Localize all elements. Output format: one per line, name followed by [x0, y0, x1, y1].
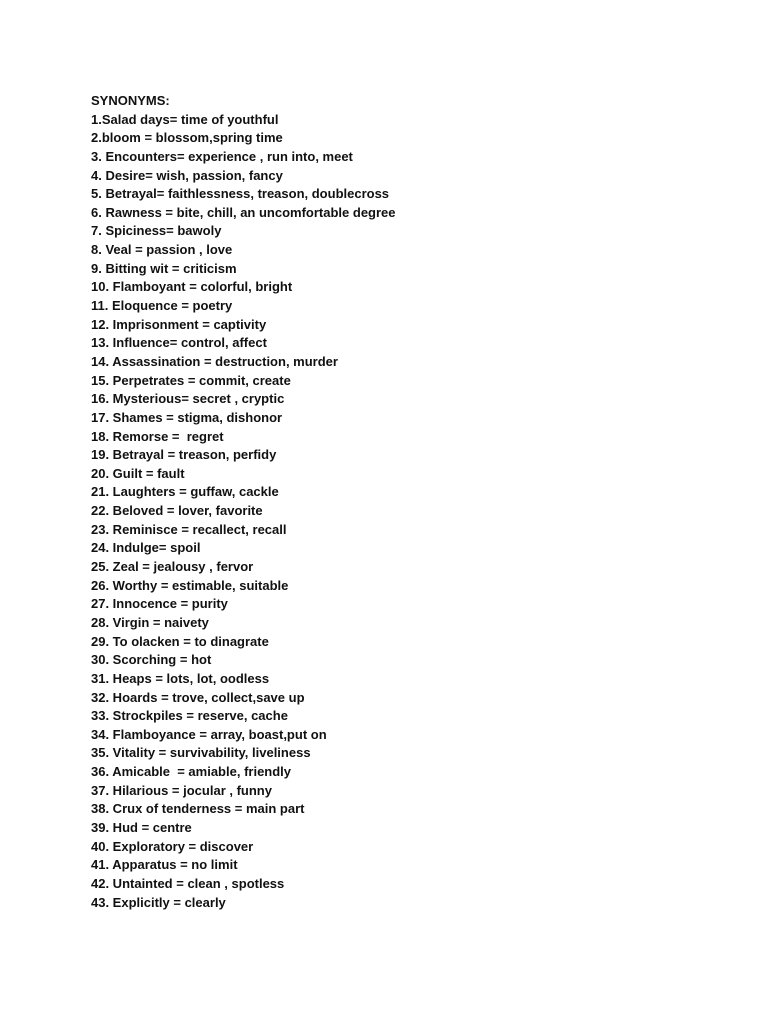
list-item: 3. Encounters= experience , run into, meet — [91, 148, 353, 164]
list-item: 23. Reminisce = recallect, recall — [91, 521, 287, 537]
list-item: 4. Desire= wish, passion, fancy — [91, 167, 283, 183]
list-item: 6. Rawness = bite, chill, an uncomfortable degree — [91, 204, 396, 220]
list-item: 27. Innocence = purity — [91, 596, 228, 612]
list-item: 39. Hud = centre — [91, 819, 192, 835]
list-item: 19. Betrayal = treason, perfidy — [91, 447, 277, 463]
list-item: 29. To olacken = to dinagrate — [91, 633, 269, 649]
list-item: 28. Virgin = naivety — [91, 614, 209, 630]
list-item: 17. Shames = stigma, dishonor — [91, 409, 283, 425]
synonyms-list — [91, 92, 731, 912]
list-item: 13. Influence= control, affect — [91, 335, 267, 351]
list-item: 14. Assassination = destruction, murder — [91, 353, 338, 369]
list-item: 5. Betrayal= faithlessness, treason, doublecross — [91, 186, 390, 202]
list-item: 21. Laughters = guffaw, cackle — [91, 484, 279, 500]
list-item: 43. Explicitly = clearly — [91, 894, 226, 910]
list-item: 2.bloom = blossom,spring time — [91, 130, 283, 146]
list-item: 15. Perpetrates = commit, create — [91, 372, 291, 388]
list-item: 33. Strockpiles = reserve, cache — [91, 708, 288, 724]
list-item: 18. Remorse = regret — [91, 428, 224, 444]
list-item: 9. Bitting wit = criticism — [91, 260, 237, 276]
list-item: 42. Untainted = clean , spotless — [91, 875, 285, 891]
list-item: 10. Flamboyant = colorful, bright — [91, 279, 293, 295]
list-item: 24. Indulge= spoil — [91, 540, 201, 556]
list-item: 22. Beloved = lover, favorite — [91, 503, 263, 519]
list-item: 32. Hoards = trove, collect,save up — [91, 689, 305, 705]
list-item: 37. Hilarious = jocular , funny — [91, 782, 272, 798]
list-item: 40. Exploratory = discover — [91, 838, 254, 854]
list-item: 1.Salad days= time of youthful — [91, 111, 279, 127]
list-item: 7. Spiciness= bawoly — [91, 223, 222, 239]
list-heading: SYNONYMS: — [91, 93, 170, 108]
list-item: 34. Flamboyance = array, boast,put on — [91, 726, 327, 742]
list-item: 30. Scorching = hot — [91, 652, 212, 668]
list-item: 12. Imprisonment = captivity — [91, 316, 267, 332]
list-item: 41. Apparatus = no limit — [91, 857, 238, 873]
list-item: 8. Veal = passion , love — [91, 242, 233, 258]
list-item: 38. Crux of tenderness = main part — [91, 801, 305, 817]
list-item: 11. Eloquence = poetry — [91, 298, 233, 314]
list-item: 36. Amicable = amiable, friendly — [91, 764, 292, 780]
list-item: 26. Worthy = estimable, suitable — [91, 577, 289, 593]
list-item: 25. Zeal = jealousy , fervor — [91, 559, 254, 575]
list-item: 20. Guilt = fault — [91, 465, 185, 481]
list-item: 35. Vitality = survivability, liveliness — [91, 745, 311, 761]
list-item: 16. Mysterious= secret , cryptic — [91, 391, 285, 407]
list-item: 31. Heaps = lots, lot, oodless — [91, 670, 270, 686]
